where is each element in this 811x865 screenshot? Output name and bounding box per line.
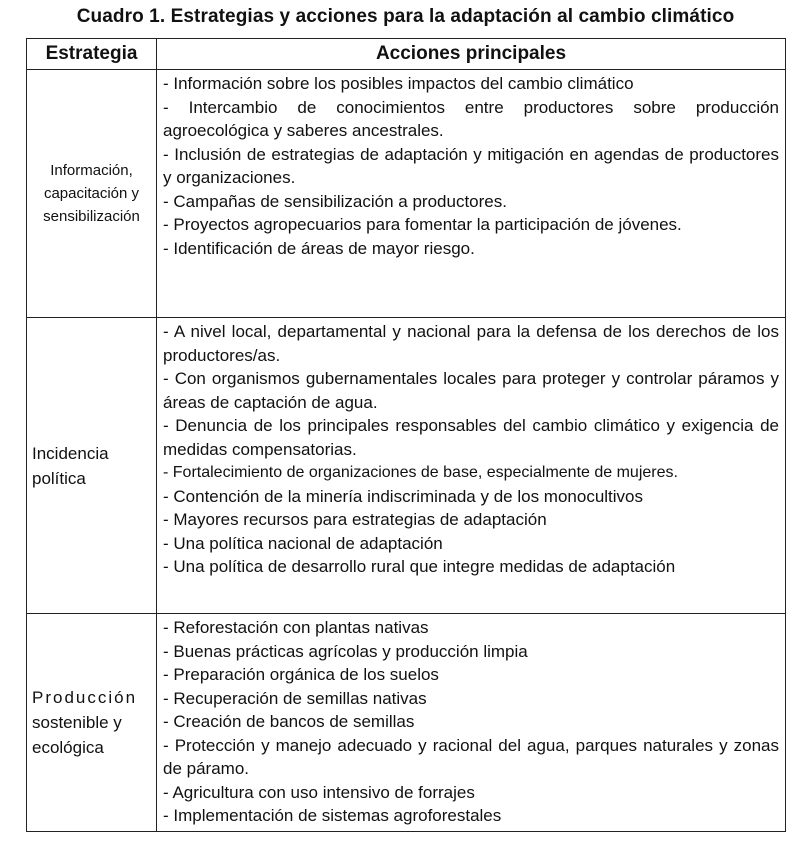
action-item: - Con organismos gubernamentales locales para proteger y controlar páramos y áreas de captación de agua.: [163, 369, 779, 412]
action-item: - Proyectos agropecuarios para fomentar la participación de jóvenes.: [163, 215, 682, 234]
action-item: - Información sobre los posibles impactos del cambio climático: [163, 74, 634, 93]
strategy-line: Incidencia: [32, 443, 109, 463]
action-item: - Campañas de sensibilización a productores.: [163, 191, 507, 211]
actions-cell-production: [157, 614, 786, 832]
strategy-line: Información,: [50, 162, 133, 179]
header-actions: Acciones principales: [157, 39, 786, 70]
action-item: - Buenas prácticas agrícolas y producción limpia: [163, 641, 528, 661]
action-item: - Agricultura con uso intensivo de forrajes: [163, 782, 475, 802]
table-row: [27, 614, 786, 832]
action-item: - Preparación orgánica de los suelos: [163, 665, 439, 684]
action-item: - Una política nacional de adaptación: [163, 533, 443, 553]
strategies-table: [26, 38, 786, 832]
table-row: [27, 70, 786, 318]
action-item: - Denuncia de los principales responsables del cambio climático y exigencia de medidas compensatorias.: [163, 416, 779, 459]
strategy-cell-advocacy: [27, 318, 157, 614]
strategy-cell-information: [27, 70, 157, 318]
strategy-line: capacitación y: [43, 185, 140, 202]
table-caption: Cuadro 1. Estrategias y acciones para la adaptación al cambio climático: [76, 6, 735, 27]
strategy-line: Producción: [32, 688, 138, 707]
action-item: - Contención de la minería indiscriminada y de los monocultivos: [163, 486, 644, 506]
strategy-cell-production: [27, 614, 157, 832]
action-item: - Protección y manejo adecuado y racional del agua, parques naturales y zonas de páramo.: [163, 735, 779, 778]
action-item: - Reforestación con plantas nativas: [163, 618, 429, 637]
header-strategy: Estrategia: [27, 39, 157, 70]
action-item: - Intercambio de conocimientos entre productores sobre producción agroecológica y saberes ancestrales.: [163, 97, 779, 140]
actions-cell-information: [157, 70, 786, 318]
strategy-line: ecológica: [32, 738, 104, 757]
action-item: - Inclusión de estrategias de adaptación y mitigación en agendas de productores y organizaciones.: [163, 144, 779, 187]
action-item: - Mayores recursos para estrategias de adaptación: [163, 510, 547, 529]
action-item: - A nivel local, departamental y nacional para la defensa de los derechos de los productores/as.: [163, 322, 779, 365]
table-row: [27, 318, 786, 614]
action-item: - Identificación de áreas de mayor riesgo.: [163, 238, 475, 258]
action-item: - Implementación de sistemas agroforestales: [163, 806, 502, 825]
action-item: - Recuperación de semillas nativas: [163, 688, 427, 708]
action-item: - Una política de desarrollo rural que integre medidas de adaptación: [163, 557, 676, 576]
strategy-line: sensibilización: [43, 208, 140, 225]
table-header-row: [27, 39, 786, 70]
strategy-line: sostenible y: [32, 713, 122, 732]
action-item: - Fortalecimiento de organizaciones de base, especialmente de mujeres.: [163, 464, 678, 481]
strategy-line: política: [32, 468, 86, 488]
actions-cell-advocacy: [157, 318, 786, 614]
action-item: - Creación de bancos de semillas: [163, 712, 415, 731]
